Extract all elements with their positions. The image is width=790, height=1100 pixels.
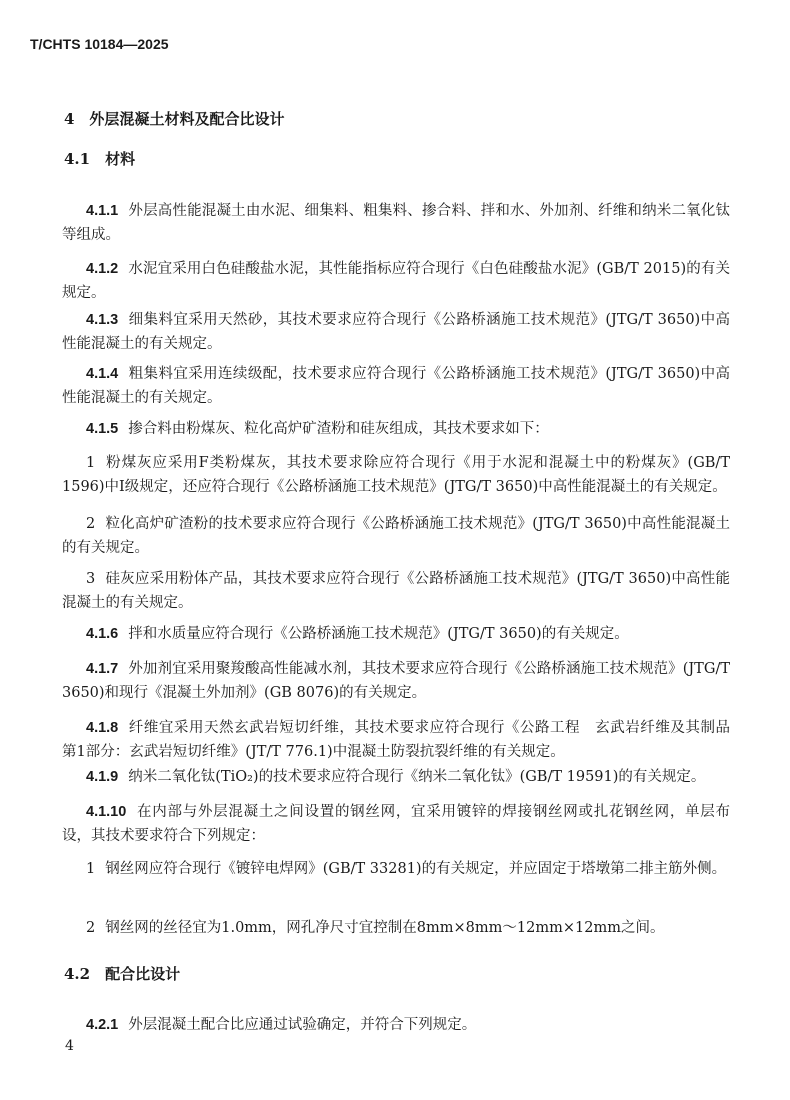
page-number: 4 (65, 1038, 74, 1054)
item-number: 3 (86, 571, 96, 587)
clause-paragraph (62, 417, 730, 441)
clause-number: 4.1.10 (86, 804, 127, 820)
clause-number: 4.1.6 (86, 626, 119, 642)
clause-paragraph (62, 622, 730, 646)
section-heading: 4 外层混凝土材料及配合比设计 (64, 110, 285, 128)
clause-paragraph (62, 257, 730, 305)
clause-number: 4.1.1 (86, 203, 119, 219)
paragraph-text: 外层混凝土配合比应通过试验确定，并符合下列规定。 (128, 1017, 477, 1033)
paragraph-text: 粉煤灰应采用F类粉煤灰，其技术要求除应符合现行《用于水泥和混凝土中的粉煤灰》(GB/T 1596)中Ⅰ级规定，还应符合现行《公路桥涵施工技术规范》(JTG/T 3650)中高性能混凝土的有关规定。 (62, 455, 730, 495)
list-item (62, 451, 730, 499)
paragraph-text: 水泥宜采用白色硅酸盐水泥，其性能指标应符合现行《白色硅酸盐水泥》(GB/T 2015)的有关规定。 (62, 261, 730, 301)
clause-number: 4.2.1 (86, 1017, 119, 1033)
clause-paragraph (62, 362, 730, 410)
list-item (62, 567, 730, 615)
paragraph-text: 掺合料由粉煤灰、粒化高炉矿渣粉和硅灰组成，其技术要求如下： (128, 421, 549, 437)
paragraph-text: 纳米二氧化钛(TiO₂)的技术要求应符合现行《纳米二氧化钛》(GB/T 19591)的有关规定。 (128, 769, 706, 785)
paragraph-text: 钢丝网的丝径宜为1.0mm，网孔净尺寸宜控制在8mm×8mm～12mm×12mm之间。 (105, 920, 665, 936)
item-number: 2 (86, 920, 96, 936)
subsection-heading-materials: 4.1 材料 (64, 150, 136, 168)
paragraph-text: 在内部与外层混凝土之间设置的钢丝网，宜采用镀锌的焊接钢丝网或扎花钢丝网，单层布设，其技术要求符合下列规定： (62, 804, 730, 844)
clause-paragraph (62, 199, 730, 247)
paragraph-text: 粒化高炉矿渣粉的技术要求应符合现行《公路桥涵施工技术规范》(JTG/T 3650)中高性能混凝土的有关规定。 (62, 516, 730, 556)
item-number: 1 (86, 455, 96, 471)
paragraph-text: 纤维宜采用天然玄武岩短切纤维，其技术要求应符合现行《公路工程 玄武岩纤维及其制品 第1部分：玄武岩短切纤维》(JT/T 776.1)中混凝土防裂抗裂纤维的有关规定。 (62, 720, 745, 760)
clause-paragraph (62, 1013, 730, 1037)
list-item (62, 916, 730, 940)
clause-paragraph (62, 657, 730, 705)
clause-paragraph (62, 308, 730, 356)
item-number: 2 (86, 516, 96, 532)
paragraph-text: 拌和水质量应符合现行《公路桥涵施工技术规范》(JTG/T 3650)的有关规定。 (128, 626, 629, 642)
item-number: 1 (86, 861, 96, 877)
clause-number: 4.1.8 (86, 720, 119, 736)
clause-paragraph (62, 765, 730, 789)
paragraph-text: 硅灰应采用粉体产品，其技术要求应符合现行《公路桥涵施工技术规范》(JTG/T 3650)中高性能混凝土的有关规定。 (62, 571, 730, 611)
paragraph-text: 粗集料宜采用连续级配，技术要求应符合现行《公路桥涵施工技术规范》(JTG/T 3650)中高性能混凝土的有关规定。 (62, 366, 730, 406)
clause-number: 4.1.7 (86, 661, 119, 677)
clause-number: 4.1.3 (86, 312, 119, 328)
clause-number: 4.1.5 (86, 421, 119, 437)
list-item (62, 512, 730, 560)
paragraph-text: 外层高性能混凝土由水泥、细集料、粗集料、掺合料、拌和水、外加剂、纤维和纳米二氧化钛等组成。 (62, 203, 730, 243)
clause-paragraph (62, 716, 745, 764)
paragraph-text: 细集料宜采用天然砂，其技术要求应符合现行《公路桥涵施工技术规范》(JTG/T 3650)中高性能混凝土的有关规定。 (62, 312, 730, 352)
document-code-header: T/CHTS 10184—2025 (30, 36, 169, 52)
clause-number: 4.1.9 (86, 769, 119, 785)
list-item (62, 857, 730, 881)
clause-number: 4.1.4 (86, 366, 119, 382)
paragraph-text: 钢丝网应符合现行《镀锌电焊网》(GB/T 33281)的有关规定，并应固定于塔墩第二排主筋外侧。 (105, 861, 727, 877)
paragraph-text: 外加剂宜采用聚羧酸高性能减水剂，其技术要求应符合现行《公路桥涵施工技术规范》(JTG/T 3650)和现行《混凝土外加剂》(GB 8076)的有关规定。 (62, 661, 730, 701)
clause-paragraph (62, 800, 730, 848)
subsection-heading-mix-design: 4.2 配合比设计 (64, 965, 181, 983)
clause-number: 4.1.2 (86, 261, 119, 277)
